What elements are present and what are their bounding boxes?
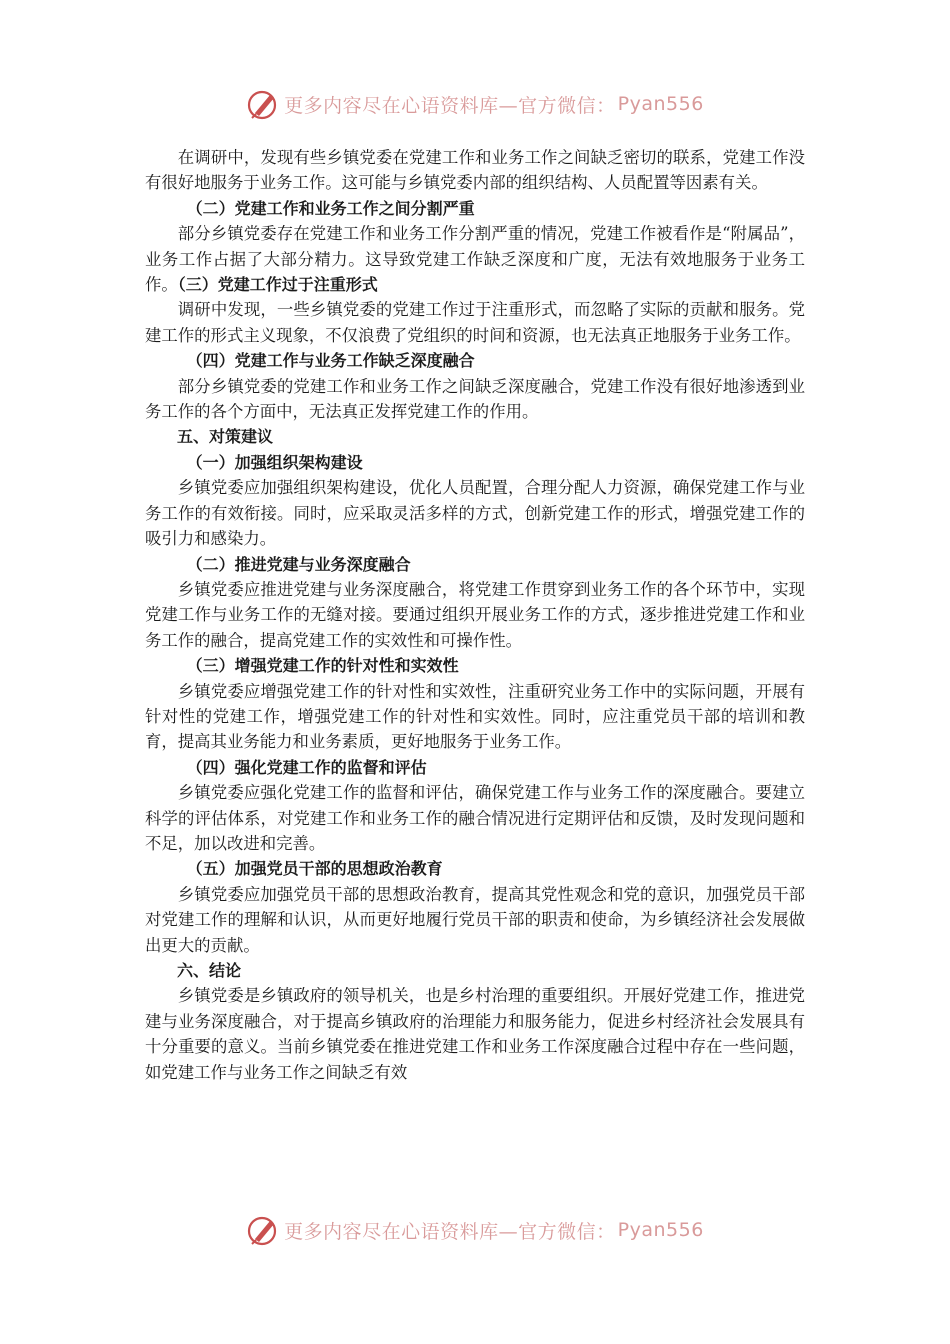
subheading: （二）推进党建与业务深度融合: [186, 554, 411, 574]
subheading: （二）党建工作和业务工作之间分割严重: [186, 198, 475, 218]
paragraph: 部分乡镇党委的党建工作和业务工作之间缺乏深度融合，党建工作没有很好地渗透到业务工作的各个方面中，无法真正发挥党建工作的作用。: [145, 376, 805, 422]
paragraph: 乡镇党委应强化党建工作的监督和评估，确保党建工作与业务工作的深度融合。要建立科学的评估体系，对党建工作和业务工作的融合情况进行定期评估和反馈，及时发现问题和不足，加以改进和完善。: [145, 783, 805, 853]
paragraph: 在调研中，发现有些乡镇党委在党建工作和业务工作之间缺乏密切的联系，党建工作没有很好地服务于业务工作。这可能与乡镇党委内部的组织结构、人员配置等因素有关。: [145, 148, 805, 193]
watermark-text: 更多内容尽在心语资料库—官方微信：: [284, 1220, 616, 1243]
watermark-wechat-id: Pyan556: [617, 93, 704, 115]
paragraph: 乡镇党委应加强党员干部的思想政治教育，提高其党性观念和党的意识，加强党员干部对党建工作的理解和认识，从而更好地履行党员干部的职责和使命，为乡镇经济社会发展做出更大的贡献。: [145, 884, 805, 955]
section-heading: 五、对策建议: [177, 427, 274, 447]
paragraph: 调研中发现，一些乡镇党委的党建工作过于注重形式，而忽略了实际的贡献和服务。党建工作的形式主义现象，不仅浪费了党组织的时间和资源，也无法真正地服务于业务工作。: [145, 300, 805, 345]
inline-subheading: （三）党建工作过于注重形式: [177, 275, 378, 295]
subheading: （五）加强党员干部的思想政治教育: [186, 859, 443, 879]
watermark-wechat-id: Pyan556: [617, 1219, 704, 1241]
paragraph: 乡镇党委应加强组织架构建设，优化人员配置，合理分配人力资源，确保党建工作与业务工作的有效衔接。同时，应采取灵活多样的方式，创新党建工作的形式，增强党建工作的吸引力和感染力。: [145, 478, 805, 549]
section-heading: 六、结论: [177, 961, 242, 980]
document-body: [145, 145, 805, 1085]
pen-logo-icon: [246, 87, 280, 121]
subheading: （四）强化党建工作的监督和评估: [186, 757, 427, 777]
paragraph: 乡镇党委是乡镇政府的领导机关，也是乡村治理的重要组织。开展好党建工作，推进党建与业务深度融合，对于提高乡镇政府的治理能力和服务能力，促进乡村经济社会发展具有十分重要的意义。当前乡镇党委在推进党建工作和业务工作深度融合过程中存在一些问题，如党建工作与业务工作之间缺乏有效: [145, 986, 805, 1082]
header-watermark: [0, 84, 950, 124]
subheading: （四）党建工作与业务工作缺乏深度融合: [186, 351, 475, 371]
watermark-text: 更多内容尽在心语资料库—官方微信：: [284, 94, 616, 117]
footer-watermark: [0, 1210, 950, 1250]
pen-logo-icon: [246, 1213, 280, 1247]
subheading: （一）加强组织架构建设: [186, 452, 363, 472]
paragraph: [145, 221, 805, 297]
paragraph: 乡镇党委应增强党建工作的针对性和实效性，注重研究业务工作中的实际问题，开展有针对性的党建工作，增强党建工作的针对性和实效性。同时，应注重党员干部的培训和教育，提高其业务能力和业务素质，更好地服务于业务工作。: [145, 681, 805, 752]
paragraph: 乡镇党委应推进党建与业务深度融合，将党建工作贯穿到业务工作的各个环节中，实现党建工作与业务工作的无缝对接。要通过组织开展业务工作的方式，逐步推进党建工作和业务工作的融合，提高党建工作的实效性和可操作性。: [145, 579, 805, 650]
paragraph-text: 部分乡镇党委存在党建工作和业务工作分割严重的情况，党建工作被看作是“附属品”，业务工作占据了大部分精力。这导致党建工作缺乏深度和广度，无法有效地服务于业务工作。: [145, 224, 805, 295]
subheading: （三）增强党建工作的针对性和实效性: [186, 656, 459, 676]
